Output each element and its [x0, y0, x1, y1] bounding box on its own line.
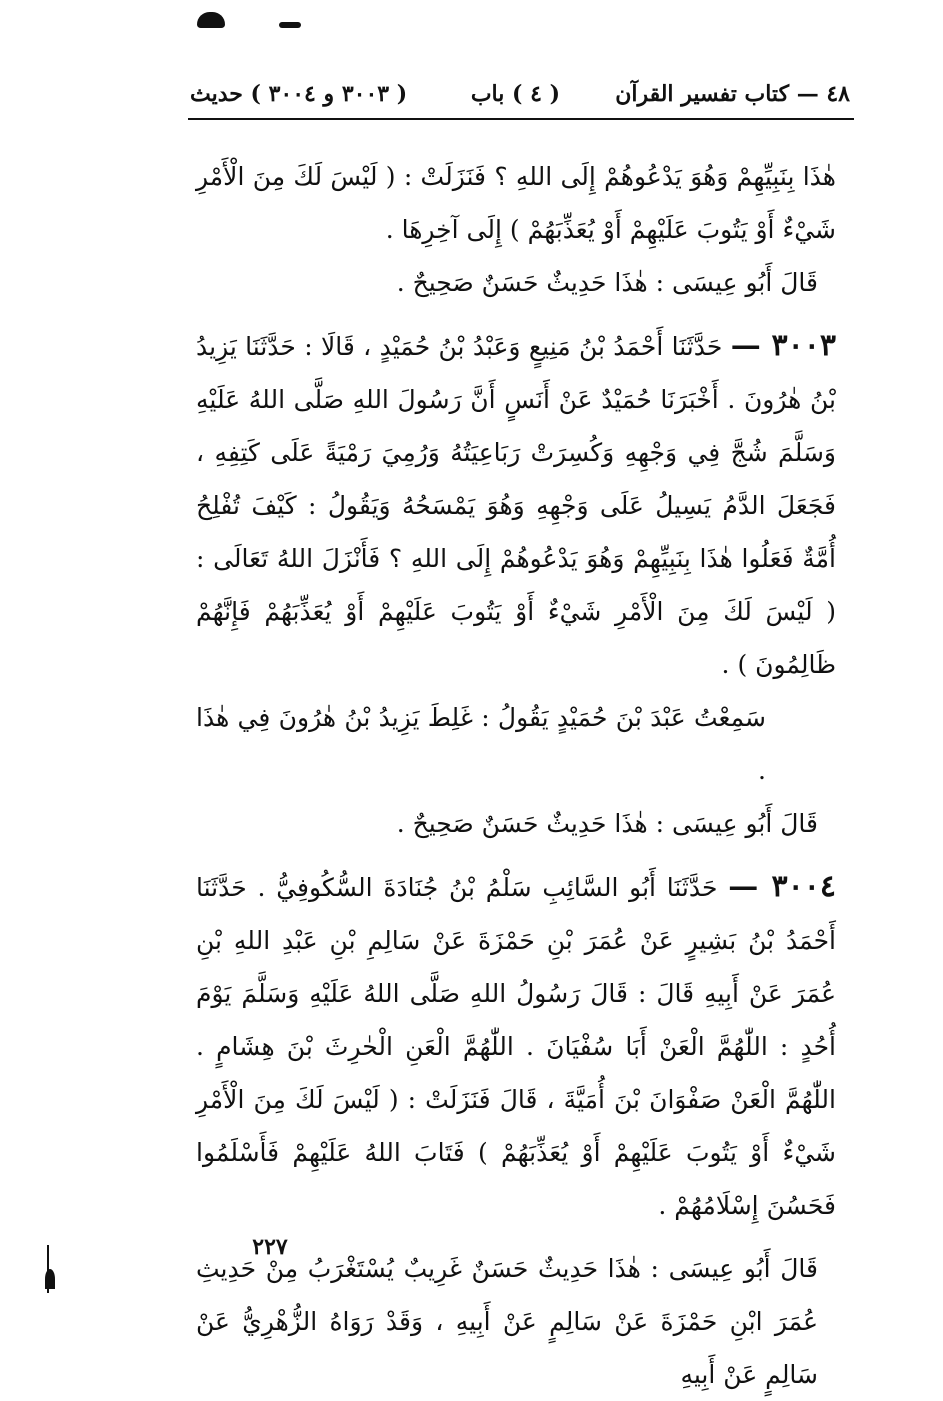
- hadith-3003: [196, 319, 836, 691]
- book-title: ٤٨ — كتاب تفسير القرآن: [615, 81, 850, 107]
- hadith-text: حَدَّثَنَا أَبُو السَّائِبِ سَلْمُ بْنُ جُنَادَةَ السُّكُوفِيُّ . حَدَّثَنَا أَحْمَدُ بْنُ بَشِيرٍ عَنْ عُمَرَ بْنِ حَمْزَةَ عَنْ سَالِمِ بْنِ عَبْدِ اللهِ بْنِ عُمَرَ عَنْ أَبِيهِ قَالَ : قَالَ رَسُولُ اللهِ صَلَّى اللهُ عَلَيْهِ وَسَلَّمَ يَوْمَ أُحُدٍ : اللّٰهُمَّ الْعَنْ أَبَا سُفْيَانَ . اللّٰهُمَّ الْعَنِ الْحٰرِثَ بْنَ هِشَامٍ . اللّٰهُمَّ الْعَنْ صَفْوَانَ بْنَ أُمَيَّةَ ، قَالَ فَنَزَلَتْ : ( لَيْسَ لَكَ مِنَ الْأَمْرِ شَيْءٌ أَوْ يَتُوبَ عَلَيْهِمْ أَوْ يُعَذِّبَهُمْ ) فَتَابَ اللهُ عَلَيْهِمْ فَأَسْلَمُوا فَحَسُنَ إِسْلَامُهُمْ .: [196, 873, 836, 1220]
- hadith-3004: [196, 860, 836, 1232]
- paragraph: قَالَ أَبُو عِيسَى : هٰذَا حَدِيثٌ حَسَنٌ صَحِيحٌ .: [396, 268, 818, 297]
- hadith-number: ٣٠٠٤ —: [728, 869, 836, 904]
- header-rule: [188, 118, 854, 120]
- paragraph: قَالَ أَبُو عِيسَى : هٰذَا حَدِيثٌ حَسَنٌ صَحِيحٌ .: [396, 809, 818, 838]
- running-header: [190, 74, 850, 114]
- paragraph: هٰذَا بِنَبِيِّهِمْ وَهُوَ يَدْعُوهُمْ إِلَى اللهِ ؟ فَنَزَلَتْ : ( لَيْسَ لَكَ مِنَ الْأَمْرِ شَيْءٌ أَوْ يَتُوبَ عَلَيْهِمْ أَوْ يُعَذِّبَهُمْ ) إِلَى آخِرِهَا .: [196, 162, 836, 244]
- ink-blot: [197, 12, 225, 28]
- chapter-label: ( ٤ ) باب: [470, 81, 560, 107]
- page-body: [196, 150, 836, 1401]
- margin-mark: [47, 1245, 61, 1293]
- paragraph: قَالَ أَبُو عِيسَى : هٰذَا حَدِيثٌ حَسَنٌ غَرِيبٌ يُسْتَغْرَبُ مِنْ حَدِيثِ عُمَرَ ابْنِ حَمْزَةَ عَنْ سَالِمٍ عَنْ أَبِيهِ ، وَقَدْ رَوَاهُ الزُّهْرِيُّ عَنْ سَالِمٍ عَنْ أَبِيهِ: [196, 1254, 818, 1389]
- hadith-number: ٣٠٠٣ —: [730, 328, 836, 363]
- ink-blot: [279, 22, 301, 28]
- hadith-range: ( ٣٠٠٣ و ٣٠٠٤ ) حديث: [190, 81, 408, 107]
- page-number: ٢٢٧: [252, 1234, 288, 1260]
- paragraph: سَمِعْتُ عَبْدَ بْنَ حُمَيْدٍ يَقُولُ : غَلِطَ يَزِيدُ بْنُ هٰرُونَ فِي هٰذَا .: [196, 703, 766, 785]
- hadith-text: حَدَّثَنَا أَحْمَدُ بْنُ مَنِيعٍ وَعَبْدُ بْنُ حُمَيْدٍ ، قَالَا : حَدَّثَنَا يَزِيدُ بْنُ هٰرُونَ . أَخْبَرَنَا حُمَيْدٌ عَنْ أَنَسٍ أَنَّ رَسُولَ اللهِ صَلَّى اللهُ عَلَيْهِ وَسَلَّمَ شُجَّ فِي وَجْهِهِ وَكُسِرَتْ رَبَاعِيَتُهُ وَرُمِيَ رَمْيَةً عَلَى كَتِفِهِ ، فَجَعَلَ الدَّمُ يَسِيلُ عَلَى وَجْهِهِ وَهُوَ يَمْسَحُهُ وَيَقُولُ : كَيْفَ تُفْلِحُ أُمَّةٌ فَعَلُوا هٰذَا بِنَبِيِّهِمْ وَهُوَ يَدْعُوهُمْ إِلَى اللهِ ؟ فَأَنْزَلَ اللهُ تَعَالَى : ( لَيْسَ لَكَ مِنَ الْأَمْرِ شَيْءٌ أَوْ يَتُوبَ عَلَيْهِمْ أَوْ يُعَذِّبَهُمْ فَإِنَّهُمْ ظَالِمُونَ ) .: [196, 332, 836, 679]
